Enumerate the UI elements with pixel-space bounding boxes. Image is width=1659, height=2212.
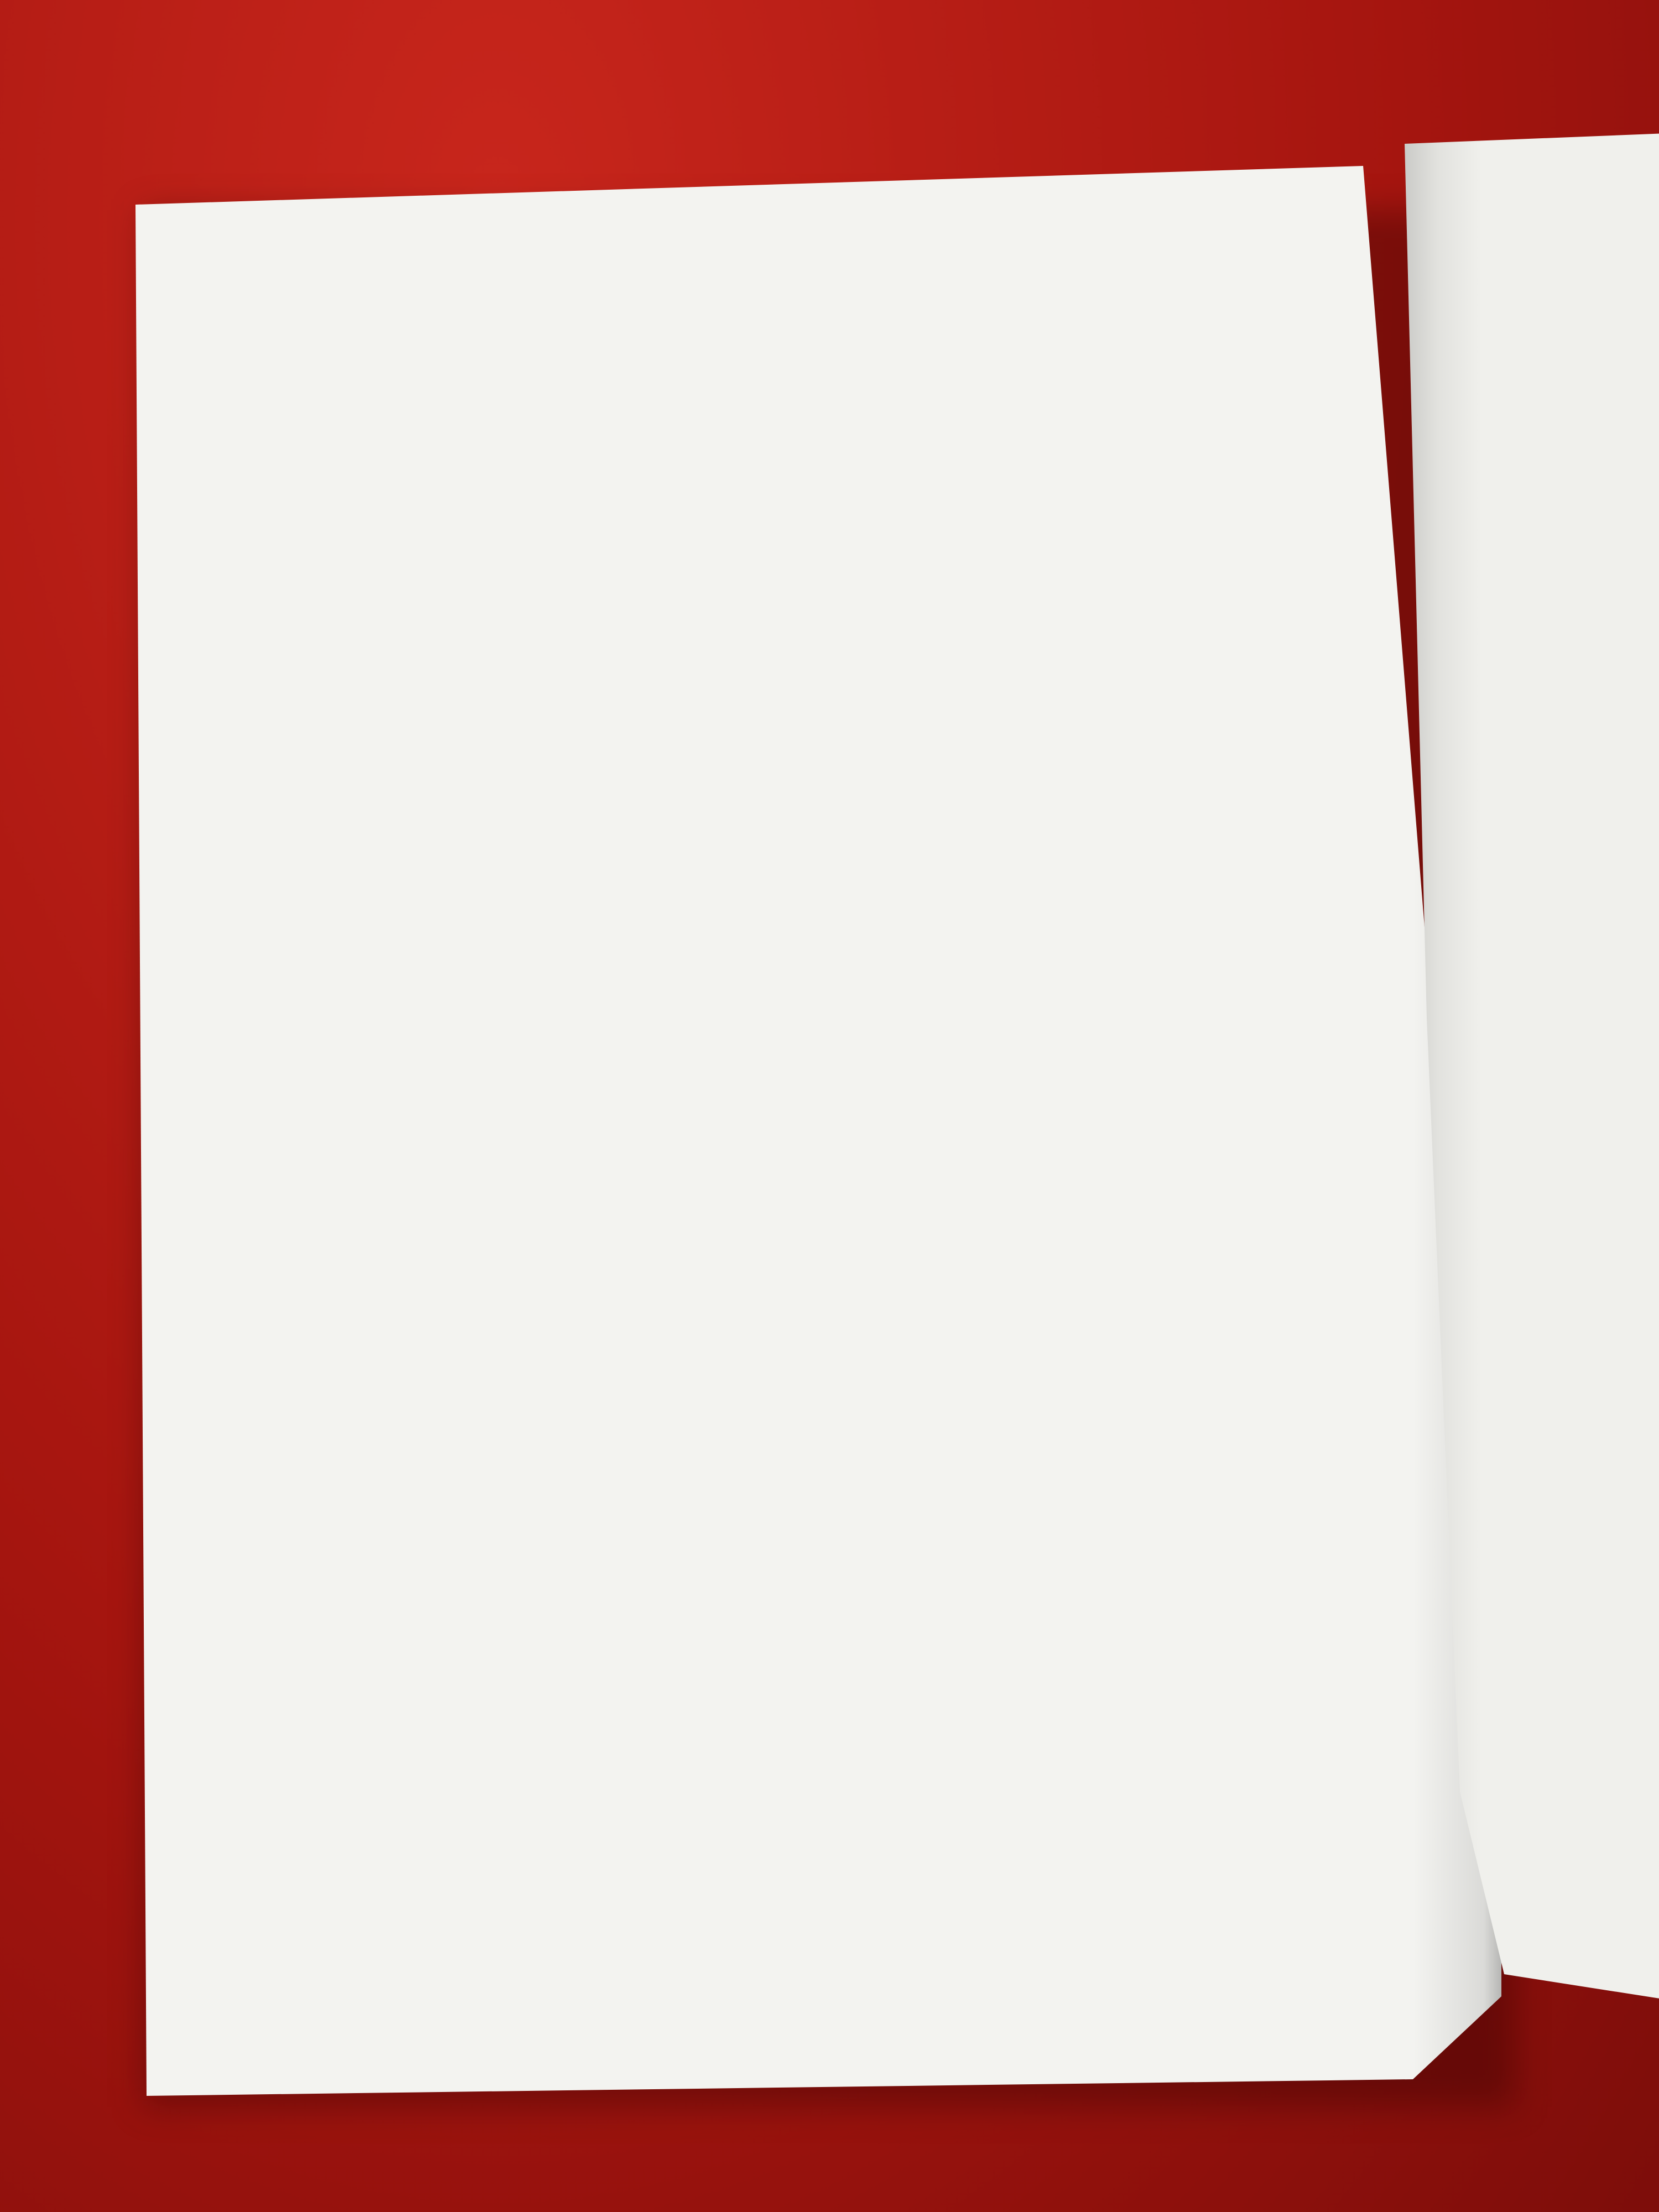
left-book-page: [135, 166, 1501, 2096]
table-of-contents-right: [1458, 227, 1659, 576]
